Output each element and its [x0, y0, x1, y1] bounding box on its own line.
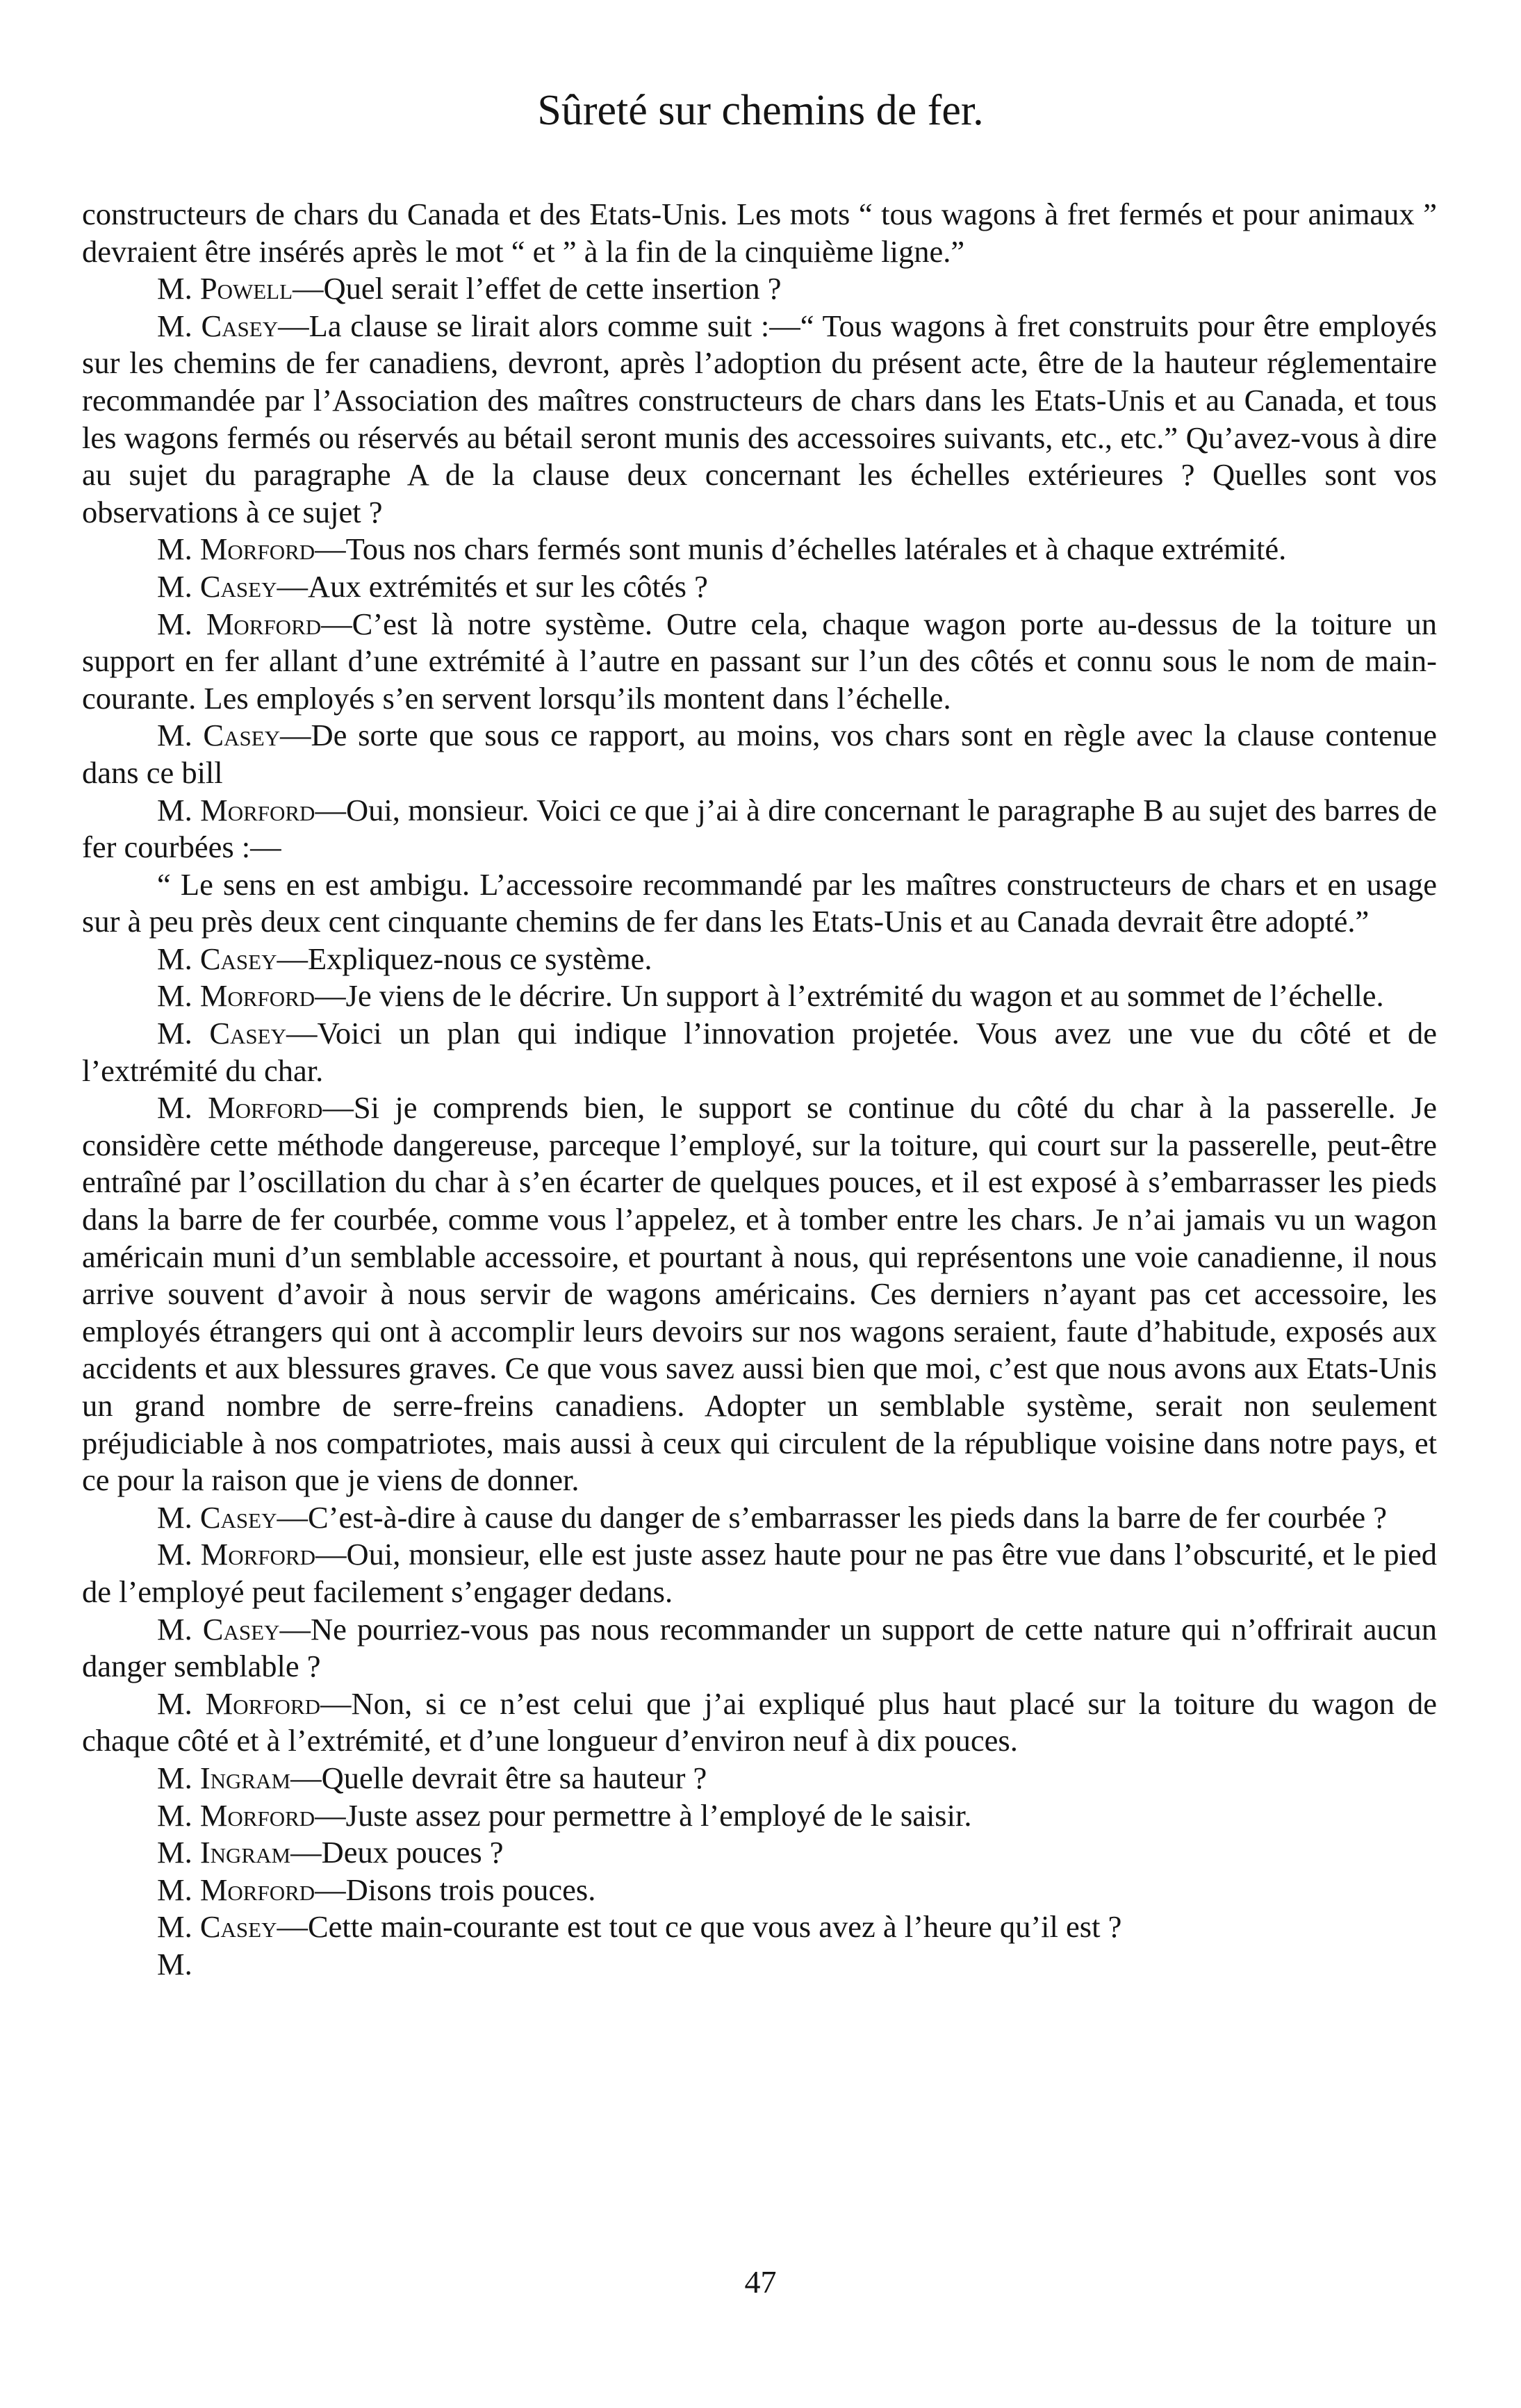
paragraph — [82, 1089, 1437, 1499]
paragraph — [82, 308, 1437, 531]
paragraph — [82, 978, 1437, 1015]
speaker-prefix: M. — [157, 1090, 208, 1125]
paragraph — [82, 1797, 1437, 1835]
paragraph-text: —De sorte que sous ce rapport, au moins, vos chars sont en règle avec la clause contenue dans ce bill — [82, 718, 1437, 790]
paragraph-text: —Oui, monsieur, elle est juste assez haute pour ne pas être vue dans l’obscurité, et le pied de l’employé peut facilement s’engager dedans. — [82, 1537, 1437, 1609]
speaker-name: Morford — [199, 531, 315, 567]
paragraph-text: —Si je comprends bien, le support se continue du côté du char à la passerelle. Je considère cette méthode dangereuse, parceque l’employé, sur la toiture, qui court sur la passerelle, peut-être entraîné par l’oscillation du char à s’en écarter de quelques pouces, et il est exposé à s’embarrasser les pieds dans la barre de fer courbée, comme vous l’appelez, et à tomber entre les chars. Je n’ai jamais vu un wagon américain muni d’un semblable accessoire, et pourtant à nous, qui représentons une voie canadienne, il nous arrive souvent d’avoir à nous servir de wagons américains. Ces derniers n’ayant pas cet accessoire, les employés étrangers qui ont à accomplir leurs devoirs sur nos wagons seraient, faute d’habitude, exposés aux accidents et aux blessures graves. Ce que vous savez aussi bien que moi, c’est que nous avons aux Etats-Unis un grand nombre de serre-freins canadiens. Adopter un semblable système, serait non seulement préjudiciable à nos compatriotes, mais aussi à ceux qui circulent de la république voisine dans notre pays, et ce pour la raison que je viens de donner. — [82, 1090, 1437, 1498]
page-number: 47 — [744, 2264, 777, 2300]
paragraph-text: —C’est là notre système. Outre cela, chaque wagon porte au-dessus de la toiture un support en fer allant d’une extrémité à l’autre en passant sur l’un des côtés et connu sous le nom de main-courante. Les employés s’en servent lorsqu’ils montent dans l’échelle. — [82, 606, 1437, 716]
speaker-prefix: M. — [157, 531, 200, 567]
paragraph-text: —Non, si ce n’est celui que j’ai expliqué plus haut placé sur la toiture du wagon de chaque côté et à l’extrémité, et d’une longueur d’environ neuf à dix pouces. — [82, 1685, 1437, 1758]
speaker-prefix: M. — [157, 1611, 203, 1647]
paragraph-text: —Disons trois pouces. — [315, 1872, 596, 1907]
paragraph — [82, 1760, 1437, 1797]
paragraph-text: —Oui, monsieur. Voici ce que j’ai à dire concernant le paragraphe B au sujet des barres de fer courbées :— — [82, 792, 1437, 865]
speaker-name: Casey — [202, 1611, 280, 1647]
speaker-prefix: M. — [157, 1909, 200, 1945]
paragraph-text: —Voici un plan qui indique l’innovation projetée. Vous avez une vue du côté et de l’extrémité du char. — [82, 1016, 1437, 1088]
speaker-name: Casey — [209, 1016, 286, 1051]
paragraph — [82, 1536, 1437, 1610]
speaker-prefix: M. — [157, 568, 200, 604]
speaker-prefix: M. — [157, 978, 200, 1014]
paragraph-text: —Expliquez-nous ce système. — [277, 941, 652, 976]
quoted-paragraph — [82, 866, 1437, 941]
paragraph — [82, 1611, 1437, 1685]
speaker-name: Casey — [201, 308, 279, 343]
paragraph-text: —Je viens de le décrire. Un support à l’extrémité du wagon et au sommet de l’échelle. — [315, 978, 1384, 1014]
speaker-prefix: M. — [157, 792, 201, 827]
speaker-prefix: M. — [157, 1499, 200, 1535]
paragraph-text: —Quel serait l’effet de cette insertion ? — [293, 271, 782, 306]
speaker-prefix: M. — [157, 1797, 200, 1833]
speaker-name: Morford — [205, 1685, 320, 1721]
paragraph — [82, 1834, 1437, 1872]
speaker-prefix: M. — [157, 271, 200, 306]
speaker-prefix: M. — [157, 1537, 201, 1572]
paragraph-text: —Juste assez pour permettre à l’employé de le saisir. — [315, 1797, 972, 1833]
paragraph-text: constructeurs de chars du Canada et des Etats-Unis. Les mots “ tous wagons à fret fermés et pour animaux ” devraient être insérés après le mot “ et ” à la fin de la cinquième ligne.” — [82, 197, 1437, 269]
speaker-prefix: M. — [157, 308, 202, 343]
paragraph — [82, 792, 1437, 866]
paragraph — [82, 196, 1437, 270]
paragraph — [82, 606, 1437, 718]
paragraph-text: —La clause se lirait alors comme suit :—“ Tous wagons à fret construits pour être employés sur les chemins de fer canadiens, devront, après l’adoption du présent acte, être de la hauteur réglementaire recommandée par l’Association des maîtres constructeurs de chars dans les Etats-Unis et au Canada, et tous les wagons fermés ou réservés au bétail seront munis des accessoires suivants, etc., etc.” Qu’avez-vous à dire au sujet du paragraphe A de la clause deux concernant les échelles extérieures ? Quelles sont vos observations à ce sujet ? — [82, 308, 1437, 529]
speaker-name: Morford — [200, 792, 315, 827]
paragraph-text: —Aux extrémités et sur les côtés ? — [277, 568, 708, 604]
paragraph — [82, 1908, 1437, 1946]
paragraph — [82, 1499, 1437, 1537]
speaker-name: Casey — [199, 941, 277, 976]
paragraph — [82, 568, 1437, 606]
paragraph — [82, 1946, 1437, 1984]
speaker-prefix: M. — [157, 718, 204, 753]
speaker-name: Powell — [199, 271, 293, 306]
speaker-prefix: M. — [157, 1872, 200, 1907]
speaker-name: Morford — [200, 1537, 315, 1572]
paragraph-text: —Ne pourriez-vous pas nous recommander un support de cette nature qui n’offrirait aucun danger semblable ? — [82, 1611, 1437, 1684]
paragraph-text: —Deux pouces ? — [290, 1835, 504, 1870]
speaker-name: Morford — [206, 606, 322, 641]
paragraph — [82, 1685, 1437, 1760]
speaker-prefix: M. — [157, 941, 200, 976]
speaker-name: Casey — [199, 568, 277, 604]
speaker-name: Casey — [203, 718, 281, 753]
speaker-name: Morford — [208, 1090, 323, 1125]
speaker-name: Morford — [199, 978, 315, 1014]
speaker-prefix: M. — [157, 606, 206, 641]
paragraph — [82, 717, 1437, 791]
speaker-prefix: M. — [157, 1016, 210, 1051]
speaker-name: Ingram — [199, 1835, 291, 1870]
paragraph-text: —Quelle devrait être sa hauteur ? — [290, 1760, 707, 1795]
paragraph — [82, 941, 1437, 978]
speaker-prefix: M. — [157, 1685, 206, 1721]
speaker-prefix: M. — [157, 1760, 200, 1795]
running-header: Sûreté sur chemins de fer. — [537, 87, 984, 134]
speaker-prefix: M. — [157, 1946, 192, 1981]
speaker-name: Morford — [199, 1872, 315, 1907]
speaker-name: Ingram — [199, 1760, 291, 1795]
paragraph — [82, 1015, 1437, 1089]
speaker-name: Morford — [199, 1797, 315, 1833]
paragraph — [82, 270, 1437, 308]
paragraph-text: “ Le sens en est ambigu. L’accessoire recommandé par les maîtres constructeurs de chars et en usage sur à peu près deux cent cinquante chemins de fer dans les Etats-Unis et au Canada devrait être adopté.” — [82, 866, 1437, 939]
speaker-prefix: M. — [157, 1835, 200, 1870]
paragraph — [82, 531, 1437, 568]
paragraph — [82, 1872, 1437, 1909]
paragraph-text: —Tous nos chars fermés sont munis d’échelles latérales et à chaque extrémité. — [315, 531, 1287, 567]
paragraph-text: —C’est-à-dire à cause du danger de s’embarrasser les pieds dans la barre de fer courbée ? — [277, 1499, 1387, 1535]
body-text — [82, 196, 1437, 1984]
paragraph-text: —Cette main-courante est tout ce que vous avez à l’heure qu’il est ? — [277, 1909, 1122, 1945]
speaker-name: Casey — [199, 1499, 277, 1535]
speaker-name: Casey — [199, 1909, 277, 1945]
